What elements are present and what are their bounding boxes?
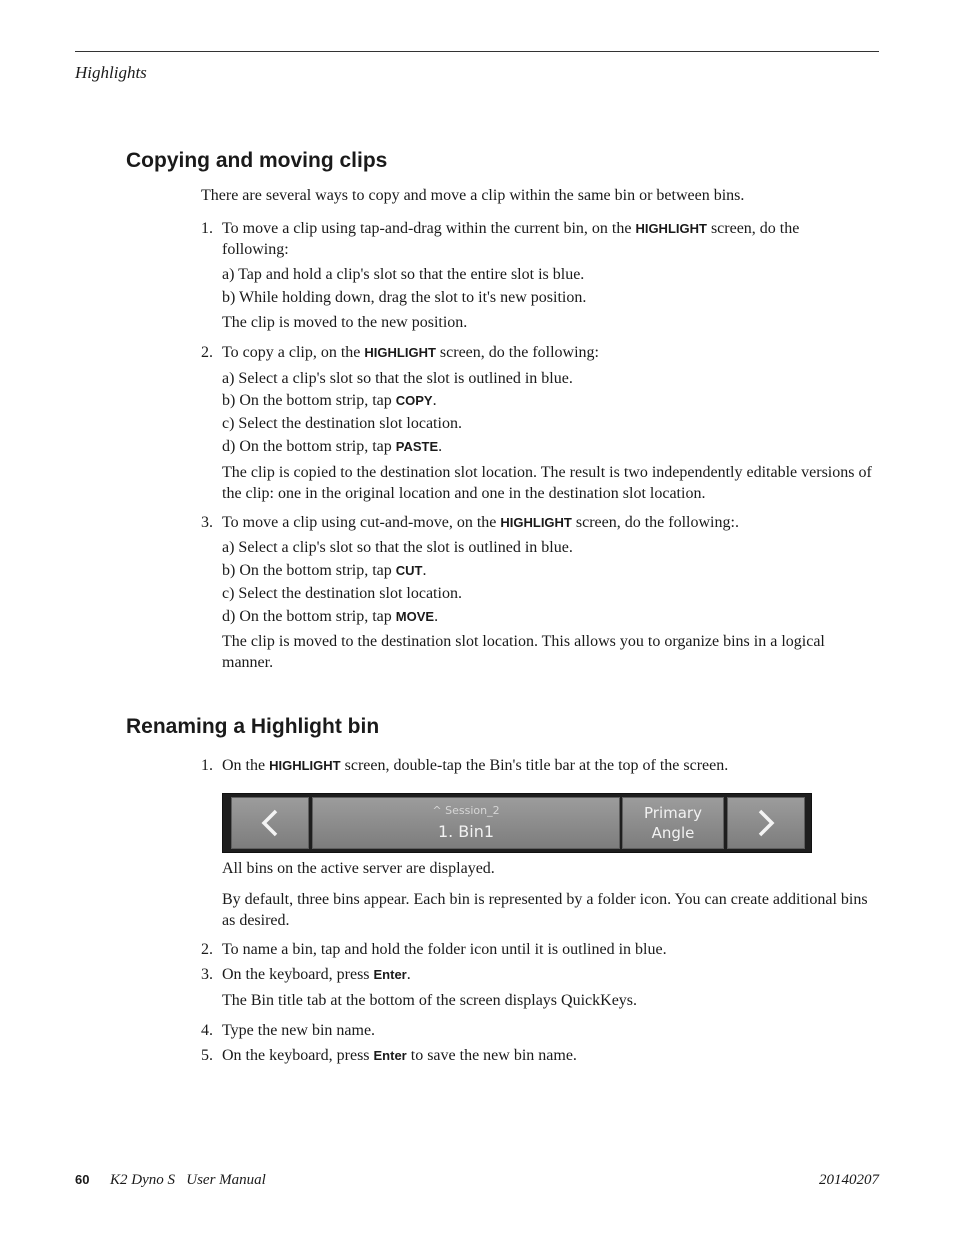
angle-label-line1: Primary: [644, 804, 702, 822]
step-result: The Bin title tab at the bottom of the screen displays QuickKeys.: [222, 992, 638, 1009]
substep: d) On the bottom strip, tap MOVE.: [222, 608, 439, 625]
step-number: 2.: [201, 941, 213, 958]
step-number: 1.: [201, 757, 213, 774]
section-title-copying: Copying and moving clips: [126, 149, 388, 172]
session-label: ^ Session_2: [432, 804, 500, 817]
ui-label-highlight: HIGHLIGHT: [635, 221, 707, 236]
chevron-right-icon: [755, 808, 777, 838]
step3-text: To move a clip using cut-and-move, on the HIGHLIGHT screen, do the following:.: [222, 514, 739, 531]
next-bin-button[interactable]: [727, 797, 805, 849]
step-number: 3.: [201, 514, 213, 531]
ui-label-move: MOVE: [395, 609, 435, 624]
step-number: 5.: [201, 1047, 213, 1064]
substep: b) On the bottom strip, tap CUT.: [222, 562, 427, 579]
step2-text: To copy a clip, on the HIGHLIGHT screen, do the following:: [222, 344, 599, 361]
step-number: 2.: [201, 344, 213, 361]
previous-bin-button[interactable]: [231, 797, 309, 849]
document-date: 20140207: [819, 1172, 879, 1188]
header-rule: [75, 51, 879, 52]
ui-label-highlight: HIGHLIGHT: [364, 345, 436, 360]
step-number: 4.: [201, 1022, 213, 1039]
ui-label-highlight: HIGHLIGHT: [500, 515, 572, 530]
page-number: 60: [75, 1172, 90, 1187]
ui-label-enter: Enter: [373, 967, 407, 982]
step4-text: Type the new bin name.: [222, 1022, 376, 1039]
step5-text: On the keyboard, press Enter to save the new bin name.: [222, 1047, 577, 1064]
substep: c) Select the destination slot location.: [222, 585, 462, 602]
document-title: K2 Dyno S User Manual: [110, 1172, 266, 1188]
step1-text: To move a clip using tap-and-drag within the current bin, on the HIGHLIGHT screen, do the following:: [222, 220, 800, 258]
step-number: 3.: [201, 966, 213, 983]
step-result: The clip is copied to the destination slot location. The result is two independently editable versions of the clip: one in the original location and one in the destination slot location.: [222, 464, 872, 502]
ui-label-copy: COPY: [395, 393, 433, 408]
substep: a) Select a clip's slot so that the slot is outlined in blue.: [222, 370, 573, 387]
ui-label-enter: Enter: [373, 1048, 407, 1063]
substep: c) Select the destination slot location.: [222, 415, 462, 432]
chevron-left-icon: [259, 808, 281, 838]
bin-title-button[interactable]: [312, 797, 620, 849]
step3-text: On the keyboard, press Enter.: [222, 966, 411, 983]
substep: b) While holding down, drag the slot to it's new position.: [222, 289, 587, 306]
step1-text: On the HIGHLIGHT screen, double-tap the Bin's title bar at the top of the screen.: [222, 757, 729, 774]
section-title-renaming: Renaming a Highlight bin: [126, 715, 380, 738]
step-number: 1.: [201, 220, 213, 237]
section1-intro: There are several ways to copy and move a clip within the same bin or between bins.: [201, 187, 745, 204]
running-head: Highlights: [75, 63, 147, 82]
step-result: All bins on the active server are displayed.: [222, 860, 495, 877]
ui-label-highlight: HIGHLIGHT: [269, 758, 341, 773]
substep: d) On the bottom strip, tap PASTE.: [222, 438, 443, 455]
primary-angle-button[interactable]: [622, 797, 724, 849]
ui-label-cut: CUT: [395, 563, 423, 578]
step-result: The clip is moved to the destination slot location. This allows you to organize bins in a logical manner.: [222, 633, 825, 671]
ui-label-paste: PASTE: [395, 439, 439, 454]
angle-label-line2: Angle: [651, 824, 695, 842]
step-note: By default, three bins appear. Each bin is represented by a folder icon. You can create additional bins as desired.: [222, 891, 868, 929]
bin-name-label: 1. Bin1: [437, 822, 495, 841]
substep: a) Tap and hold a clip's slot so that the entire slot is blue.: [222, 266, 585, 283]
bin-title-bar-screenshot: [222, 793, 812, 853]
step-result: The clip is moved to the new position.: [222, 314, 468, 331]
substep: a) Select a clip's slot so that the slot is outlined in blue.: [222, 539, 573, 556]
step2-text: To name a bin, tap and hold the folder icon until it is outlined in blue.: [222, 941, 667, 958]
substep: b) On the bottom strip, tap COPY.: [222, 392, 437, 409]
